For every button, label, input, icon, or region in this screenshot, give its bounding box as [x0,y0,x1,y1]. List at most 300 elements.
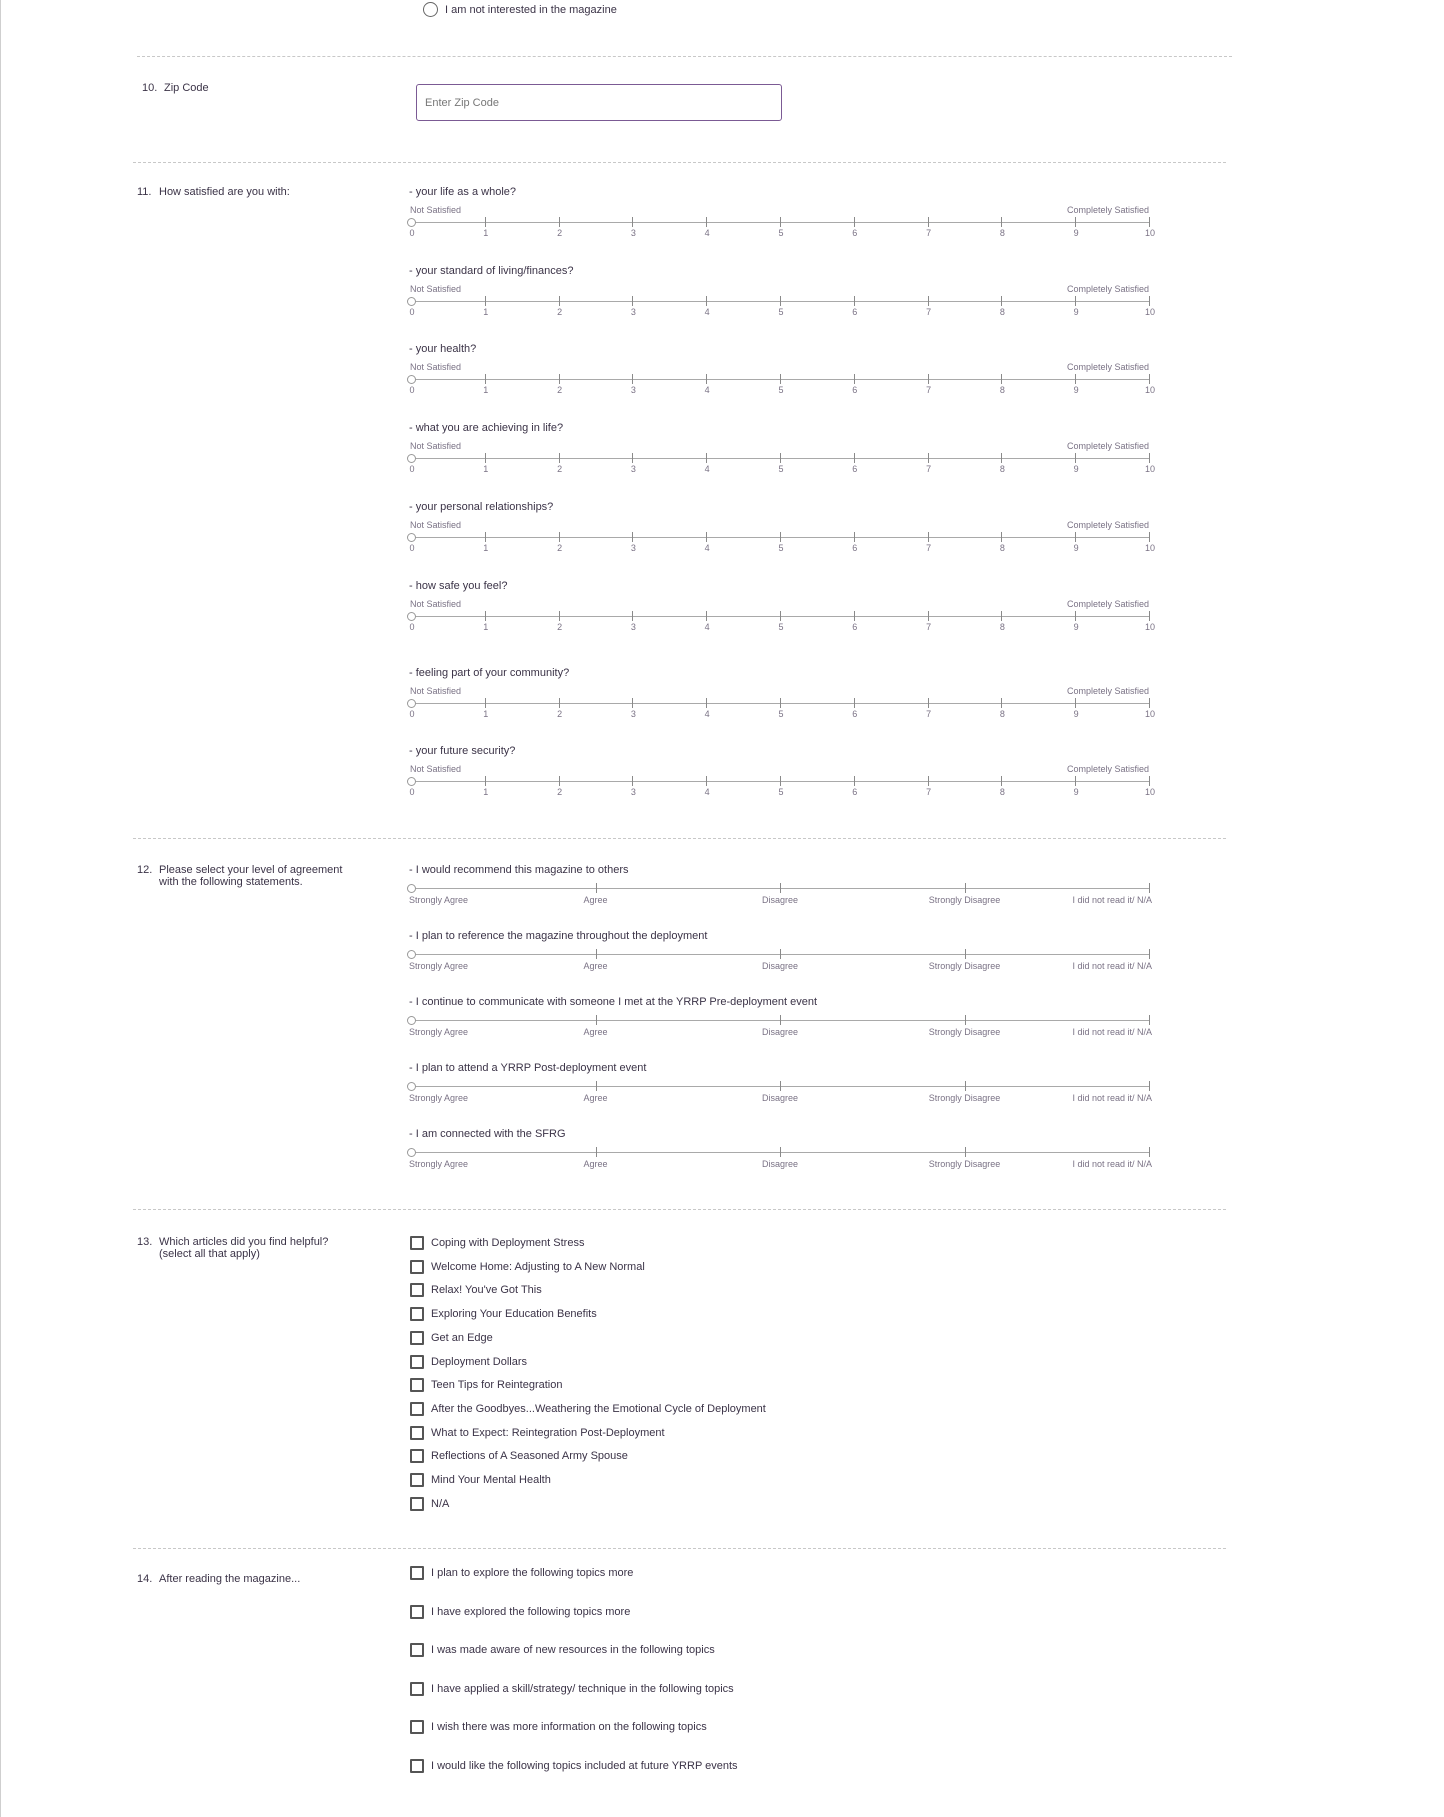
q10-label [142,82,362,94]
slider-tick [1001,698,1002,708]
tick-label: 8 [999,787,1005,797]
q13-text: Which articles did you find helpful? (select all that apply) [159,1236,329,1260]
slider-tick [1001,776,1002,786]
checkbox-icon[interactable] [410,1283,424,1297]
slider-question: - your standard of living/finances? [409,265,574,277]
tick-label: 1 [483,307,489,317]
statement-text: - I plan to attend a YRRP Post-deployment event [409,1062,647,1074]
max-label: Completely Satisfied [1066,441,1149,451]
slider-tick [780,776,781,786]
tick-label: 9 [1073,787,1079,797]
slider-handle[interactable] [407,454,416,463]
slider-handle[interactable] [407,533,416,542]
tick-label: 3 [630,385,636,395]
checkbox-option[interactable] [410,1402,766,1416]
slider-tick [854,532,855,542]
tick-label: 6 [852,307,858,317]
slider-tick [1075,611,1076,621]
tick-label: 9 [1073,385,1079,395]
checkbox-icon[interactable] [410,1643,424,1657]
slider-tick [1075,374,1076,384]
tick-label: 6 [852,228,858,238]
scale-tick [965,1015,966,1025]
checkbox-option[interactable] [410,1605,630,1619]
scale-tick [1149,1081,1150,1091]
checkbox-option[interactable] [410,1566,633,1580]
checkbox-icon[interactable] [410,1426,424,1440]
scale-tick [1149,949,1150,959]
slider-tick [854,776,855,786]
slider-tick [1075,453,1076,463]
slider-handle[interactable] [407,375,416,384]
tick-label: 1 [483,543,489,553]
checkbox-label: N/A [431,1497,450,1510]
slider-tick [928,296,929,306]
agreement-handle[interactable] [407,950,416,959]
tick-label: 6 [852,787,858,797]
scale-label: Disagree [761,895,799,905]
slider-tick [632,776,633,786]
checkbox-label: I would like the following topics included at future YRRP events [431,1759,738,1772]
scale-tick [596,883,597,893]
slider-tick [706,698,707,708]
slider-tick [1075,532,1076,542]
q10-text: Zip Code [164,82,209,94]
slider-tick [559,698,560,708]
section-divider [137,56,1232,57]
slider-tick [1149,611,1150,621]
slider-tick [632,296,633,306]
q13-label [137,1236,357,1260]
slider-tick [706,532,707,542]
min-label: Not Satisfied [410,205,462,215]
slider-tick [559,611,560,621]
checkbox-icon[interactable] [410,1720,424,1734]
slider-tick [485,374,486,384]
checkbox-icon[interactable] [410,1331,424,1345]
slider-handle[interactable] [407,297,416,306]
tick-label: 10 [1144,307,1156,317]
tick-label: 1 [483,464,489,474]
slider-handle[interactable] [407,218,416,227]
tick-label: 7 [926,385,932,395]
scale-label: Agree [583,1027,608,1037]
scale-tick [596,1147,597,1157]
tick-label: 8 [999,543,1005,553]
slider-tick [1001,217,1002,227]
slider-tick [780,611,781,621]
slider-question: - how safe you feel? [409,580,508,592]
tick-label: 10 [1144,464,1156,474]
tick-label: 9 [1073,228,1079,238]
scale-label: Disagree [761,1159,799,1169]
checkbox-option[interactable] [410,1720,707,1734]
checkbox-label: I wish there was more information on the following topics [431,1721,707,1733]
tick-label: 9 [1073,307,1079,317]
checkbox-icon[interactable] [410,1307,424,1321]
checkbox-label: What to Expect: Reintegration Post-Deployment [431,1426,665,1439]
tick-label: 6 [852,543,858,553]
checkbox-icon[interactable] [410,1236,424,1250]
scale-tick [965,1147,966,1157]
slider-question: - what you are achieving in life? [409,422,564,434]
tick-label: 2 [557,709,563,719]
tick-label: 5 [778,543,784,553]
slider-tick [632,698,633,708]
checkbox-label: Mind Your Mental Health [431,1474,551,1486]
scale-tick [1149,1147,1150,1157]
slider-tick [706,217,707,227]
slider-handle[interactable] [407,777,416,786]
scale-label: Strongly Disagree [928,1159,1001,1169]
slider-tick [1149,698,1150,708]
slider-tick [1149,532,1150,542]
section-divider [133,1209,1226,1210]
slider-tick [928,374,929,384]
tick-label: 0 [409,385,415,395]
checkbox-option[interactable] [410,1473,551,1487]
tick-label: 0 [409,543,415,553]
checkbox-label: Teen Tips for Reintegration [431,1379,563,1392]
slider-question: - your personal relationships? [409,501,554,513]
slider-tick [1075,217,1076,227]
checkbox-option[interactable] [410,1283,542,1297]
tick-label: 5 [778,464,784,474]
tick-label: 8 [999,464,1005,474]
slider-tick [559,453,560,463]
max-label: Completely Satisfied [1066,205,1149,215]
tick-label: 10 [1144,709,1156,719]
tick-label: 4 [704,307,710,317]
slider-tick [928,698,929,708]
agreement-handle[interactable] [407,884,416,893]
checkbox-option[interactable] [410,1449,628,1463]
slider-tick [1001,611,1002,621]
tick-label: 4 [704,543,710,553]
tick-label: 3 [630,464,636,474]
slider-tick [485,296,486,306]
tick-label: 2 [557,543,563,553]
checkbox-label: Get an Edge [431,1331,493,1344]
scale-tick [596,1081,597,1091]
slider-tick [1075,698,1076,708]
checkbox-option[interactable] [410,1497,449,1511]
checkbox-icon[interactable] [410,1605,424,1619]
scale-label: I did not read it/ N/A [1072,1093,1152,1103]
slider-tick [780,217,781,227]
scale-label: Disagree [761,1093,799,1103]
tick-label: 6 [852,622,858,632]
slider-question: - your health? [409,343,477,355]
min-label: Not Satisfied [410,441,462,451]
checkbox-option[interactable] [410,1759,738,1773]
slider-tick [1149,453,1150,463]
scale-label: I did not read it/ N/A [1072,895,1152,905]
tick-label: 2 [557,228,563,238]
checkbox-icon[interactable] [410,1566,424,1580]
q14-label [137,1573,357,1585]
q11-label [137,186,357,198]
q12-label [137,864,357,888]
tick-label: 9 [1073,464,1079,474]
slider-tick [706,611,707,621]
slider-tick [1001,453,1002,463]
scale-label: Strongly Agree [409,1027,469,1037]
scale-label: Disagree [761,1027,799,1037]
checkbox-label: Deployment Dollars [431,1355,527,1368]
checkbox-option[interactable] [410,1307,597,1321]
tick-label: 8 [999,228,1005,238]
min-label: Not Satisfied [410,686,462,696]
checkbox-icon[interactable] [410,1449,424,1463]
tick-label: 10 [1144,622,1156,632]
statement-text: - I would recommend this magazine to others [409,864,629,876]
slider-tick [706,453,707,463]
tick-label: 5 [778,385,784,395]
scale-tick [780,1015,781,1025]
slider-question: - feeling part of your community? [409,667,570,679]
tick-label: 1 [483,228,489,238]
checkbox-option[interactable] [410,1331,493,1345]
tick-label: 0 [409,228,415,238]
checkbox-label: I have applied a skill/strategy/ technique in the following topics [431,1682,734,1695]
scale-tick [1149,883,1150,893]
slider-tick [1149,296,1150,306]
tick-label: 4 [704,709,710,719]
scale-label: Strongly Agree [409,1093,469,1103]
checkbox-option[interactable] [410,1643,715,1657]
tick-label: 1 [483,622,489,632]
scale-label: Agree [583,961,608,971]
tick-label: 7 [926,543,932,553]
slider-tick [1149,374,1150,384]
checkbox-icon[interactable] [410,1759,424,1773]
slider-tick [632,611,633,621]
checkbox-option[interactable] [410,1260,645,1274]
checkbox-icon[interactable] [410,1682,424,1696]
tick-label: 4 [704,622,710,632]
slider-tick [632,453,633,463]
scale-tick [965,949,966,959]
checkbox-option[interactable] [410,1236,584,1250]
tick-label: 2 [557,622,563,632]
slider-tick [559,217,560,227]
slider-tick [632,374,633,384]
tick-label: 2 [557,307,563,317]
scale-label: I did not read it/ N/A [1072,1027,1152,1037]
radio-not-interested-label: I am not interested in the magazine [445,4,617,16]
tick-label: 5 [778,228,784,238]
checkbox-label: Relax! You've Got This [431,1284,542,1297]
slider-tick [854,698,855,708]
slider-tick [485,532,486,542]
scale-label: Strongly Disagree [928,895,1001,905]
checkbox-label: Welcome Home: Adjusting to A New Normal [431,1260,645,1273]
q14-text: After reading the magazine... [159,1573,301,1585]
checkbox-label: I was made aware of new resources in the following topics [431,1644,715,1656]
agreement-handle[interactable] [407,1082,416,1091]
min-label: Not Satisfied [410,520,462,530]
checkbox-label: I have explored the following topics more [431,1605,631,1618]
max-label: Completely Satisfied [1066,284,1149,294]
tick-label: 6 [852,709,858,719]
slider-tick [928,776,929,786]
scale-tick [780,1081,781,1091]
slider-tick [559,296,560,306]
min-label: Not Satisfied [410,764,462,774]
checkbox-option[interactable] [410,1426,665,1440]
tick-label: 4 [704,464,710,474]
slider-tick [559,374,560,384]
scale-label: Disagree [761,961,799,971]
max-label: Completely Satisfied [1066,686,1149,696]
tick-label: 7 [926,307,932,317]
tick-label: 2 [557,464,563,474]
scale-tick [780,883,781,893]
max-label: Completely Satisfied [1066,362,1149,372]
scale-label: Strongly Agree [409,895,469,905]
slider-tick [559,776,560,786]
scale-label: Strongly Agree [409,961,469,971]
q10-number: 10. [142,82,158,94]
section-divider [133,1548,1226,1549]
slider-question: - your life as a whole? [409,186,516,198]
agreement-handle[interactable] [407,1148,416,1157]
tick-label: 1 [483,385,489,395]
checkbox-icon[interactable] [410,1355,424,1369]
checkbox-icon[interactable] [410,1378,424,1392]
scale-label: Strongly Agree [409,1159,469,1169]
statement-text: - I am connected with the SFRG [409,1128,566,1140]
page-left-border [0,0,1,1817]
tick-label: 7 [926,622,932,632]
slider-tick [706,374,707,384]
zip-code-input[interactable] [416,84,782,121]
slider-tick [485,776,486,786]
checkbox-option[interactable] [410,1682,734,1696]
tick-label: 3 [630,307,636,317]
checkbox-option[interactable] [410,1355,527,1369]
slider-tick [780,532,781,542]
slider-tick [1075,296,1076,306]
tick-label: 1 [483,709,489,719]
tick-label: 3 [630,543,636,553]
q11-number: 11. [137,186,152,198]
tick-label: 4 [704,385,710,395]
checkbox-label: I plan to explore the following topics more [431,1567,634,1579]
slider-tick [928,217,929,227]
scale-tick [965,1081,966,1091]
slider-question: - your future security? [409,745,516,757]
tick-label: 10 [1144,228,1156,238]
checkbox-label: After the Goodbyes...Weathering the Emotional Cycle of Deployment [431,1402,766,1415]
checkbox-icon[interactable] [410,1402,424,1416]
slider-tick [780,374,781,384]
scale-tick [965,883,966,893]
slider-tick [854,296,855,306]
scale-label: I did not read it/ N/A [1072,1159,1152,1169]
slider-tick [928,611,929,621]
scale-tick [596,949,597,959]
tick-label: 8 [999,307,1005,317]
radio-not-interested[interactable] [423,2,438,17]
checkbox-icon[interactable] [410,1473,424,1487]
min-label: Not Satisfied [410,284,462,294]
tick-label: 2 [557,385,563,395]
tick-label: 0 [409,307,415,317]
scale-tick [780,1147,781,1157]
min-label: Not Satisfied [410,599,462,609]
slider-tick [485,453,486,463]
scale-label: I did not read it/ N/A [1072,961,1152,971]
q13-number: 13. [137,1236,153,1248]
tick-label: 10 [1144,787,1156,797]
tick-label: 7 [926,464,932,474]
checkbox-label: Reflections of A Seasoned Army Spouse [431,1450,628,1463]
slider-tick [559,532,560,542]
slider-tick [1001,374,1002,384]
max-label: Completely Satisfied [1066,764,1149,774]
scale-tick [1149,1015,1150,1025]
scale-tick [780,949,781,959]
slider-tick [780,296,781,306]
min-label: Not Satisfied [410,362,462,372]
slider-tick [854,217,855,227]
tick-label: 9 [1073,709,1079,719]
slider-handle[interactable] [407,612,416,621]
tick-label: 5 [778,787,784,797]
slider-tick [1001,532,1002,542]
tick-label: 9 [1073,543,1079,553]
tick-label: 9 [1073,622,1079,632]
scale-label: Agree [583,1159,608,1169]
slider-tick [632,532,633,542]
tick-label: 6 [852,385,858,395]
max-label: Completely Satisfied [1066,520,1149,530]
slider-tick [854,374,855,384]
max-label: Completely Satisfied [1066,599,1149,609]
slider-tick [854,453,855,463]
q11-text: How satisfied are you with: [159,186,290,198]
tick-label: 3 [630,622,636,632]
tick-label: 3 [630,787,636,797]
scale-label: Strongly Disagree [928,1093,1001,1103]
slider-tick [706,776,707,786]
checkbox-icon[interactable] [410,1497,424,1511]
section-divider [133,838,1226,839]
scale-tick [596,1015,597,1025]
slider-handle[interactable] [407,699,416,708]
slider-tick [1149,776,1150,786]
slider-tick [1149,217,1150,227]
tick-label: 0 [409,622,415,632]
tick-label: 2 [557,787,563,797]
tick-label: 7 [926,228,932,238]
checkbox-label: Exploring Your Education Benefits [431,1308,597,1321]
slider-tick [854,611,855,621]
statement-text: - I continue to communicate with someone I met at the YRRP Pre-deployment event [409,996,818,1008]
tick-label: 0 [409,787,415,797]
checkbox-icon[interactable] [410,1260,424,1274]
checkbox-option[interactable] [410,1378,562,1392]
statement-text: - I plan to reference the magazine throughout the deployment [409,930,708,942]
agreement-handle[interactable] [407,1016,416,1025]
tick-label: 8 [999,709,1005,719]
tick-label: 5 [778,307,784,317]
slider-tick [485,611,486,621]
slider-tick [780,453,781,463]
tick-label: 0 [409,464,415,474]
